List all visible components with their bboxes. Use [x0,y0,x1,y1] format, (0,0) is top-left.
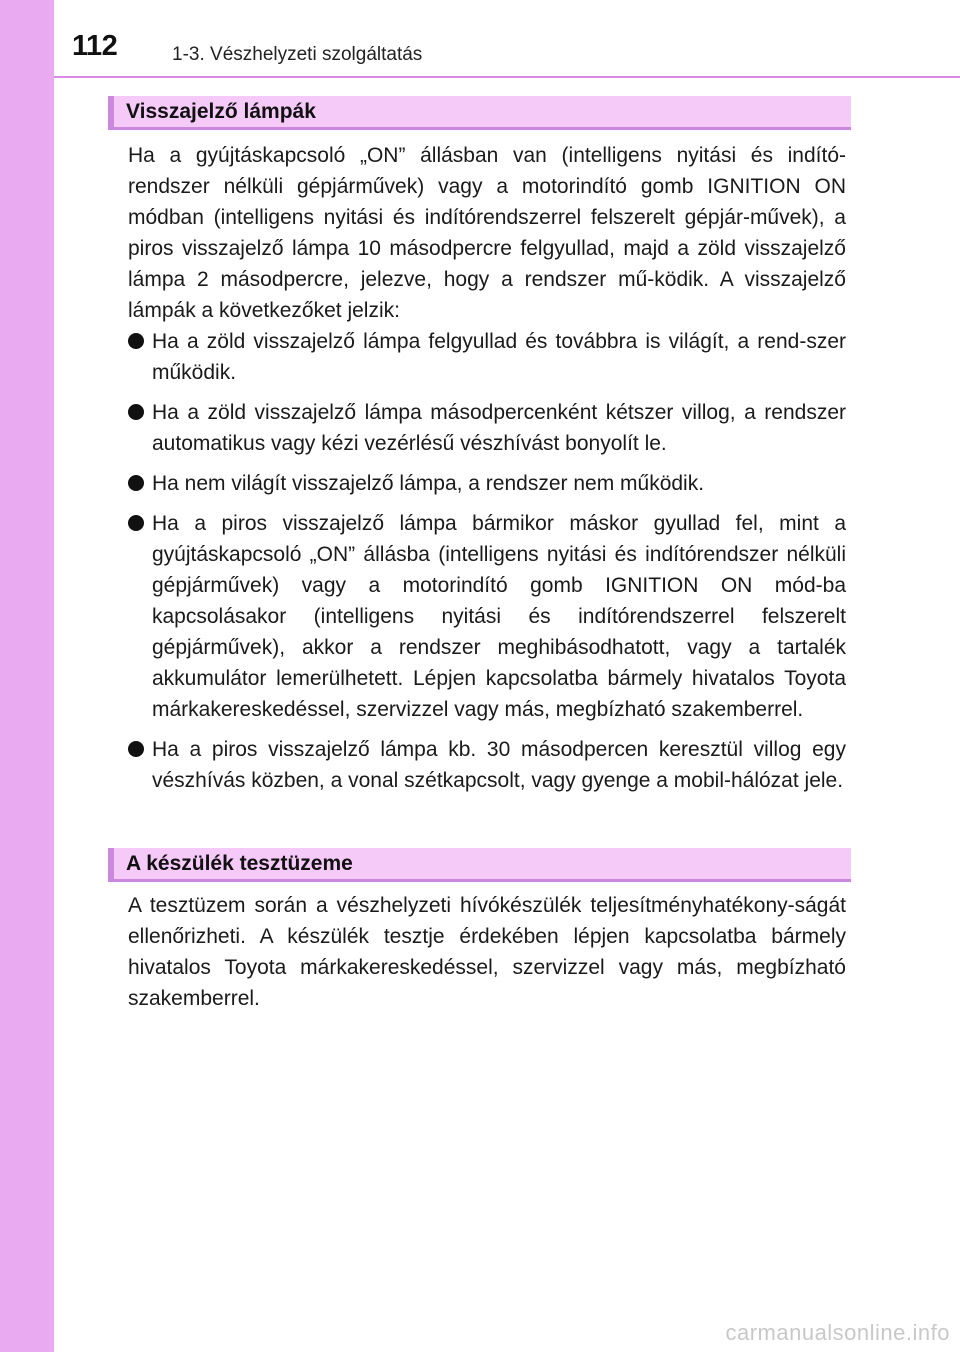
list-item [128,734,846,796]
section-heading-indicators [108,96,851,130]
section-intro: Ha a gyújtáskapcsoló „ON” állásban van (intelligens nyitási és indító-rendszer nélküli gépjárművek) vagy a motorindító gomb IGNITION ON módban (intelligens nyitási és indítórendszerrel felszerelt gépjár-művek), a piros visszajelző lámpa 10 másodpercre felgyullad, majd a zöld visszajelző lámpa 2 másodpercre, jelezve, hogy a rendszer mű-ködik. A visszajelző lámpák a következőket jelzik: [128,144,846,322]
page-number: 112 [72,30,118,62]
bullet-icon [128,741,144,757]
watermark: carmanualsonline.info [725,1320,950,1345]
header-divider [54,76,960,78]
page-header [54,0,960,76]
section-body: A tesztüzem során a vészhelyzeti hívókészülék teljesítményhatékony-ságát ellenőrizheti. A készülék tesztje érdekében lépjen kapcsolatba bármely hivatalos Toyota márkakereskedéssel, szervizzel vagy más, megbízható szakemberrel. [128,894,846,1010]
running-title: 1-3. Vészhelyzeti szolgáltatás [172,44,423,65]
bullet-icon [128,333,144,349]
bullet-icon [128,404,144,420]
bullet-icon [128,475,144,491]
list-item-text: Ha a zöld visszajelző lámpa másodpercenként kétszer villog, a rendszer automatikus vagy kézi vezérlésű vészhívást bonyolít le. [152,401,846,455]
list-item [128,508,846,725]
bullet-icon [128,515,144,531]
list-item [128,468,846,499]
list-item [128,326,846,388]
side-tab [0,0,54,1352]
list-item-text: Ha a zöld visszajelző lámpa felgyullad és továbbra is világít, a rend-szer működik. [152,330,846,384]
list-item-text: Ha nem világít visszajelző lámpa, a rendszer nem működik. [152,472,705,495]
list-item-text: Ha a piros visszajelző lámpa bármikor máskor gyullad fel, mint a gyújtáskapcsoló „ON” állásba (intelligens nyitási és indítórendszer nélküli gépjárművek) vagy a motorindító gomb IGNITION ON mód-ba kapcsolásakor (intelligens nyitási és indítórendszerrel felszerelt gépjárművek), akkor a rendszer meghibásodhatott, vagy a tartalék akkumulátor lemerülhetett. Lépjen kapcsolatba bármely hivatalos Toyota márkakereskedéssel, szervizzel vagy más, megbízható szakemberrel. [152,512,846,721]
indicator-list [128,326,846,805]
section-heading-test-mode [108,848,851,882]
section-title: A készülék tesztüzeme [126,852,353,875]
list-item-text: Ha a piros visszajelző lámpa kb. 30 másodpercen keresztül villog egy vészhívás közben, a vonal szétkapcsolt, vagy gyenge a mobil-hálózat jele. [152,738,846,792]
section-title: Visszajelző lámpák [126,100,316,123]
list-item [128,397,846,459]
